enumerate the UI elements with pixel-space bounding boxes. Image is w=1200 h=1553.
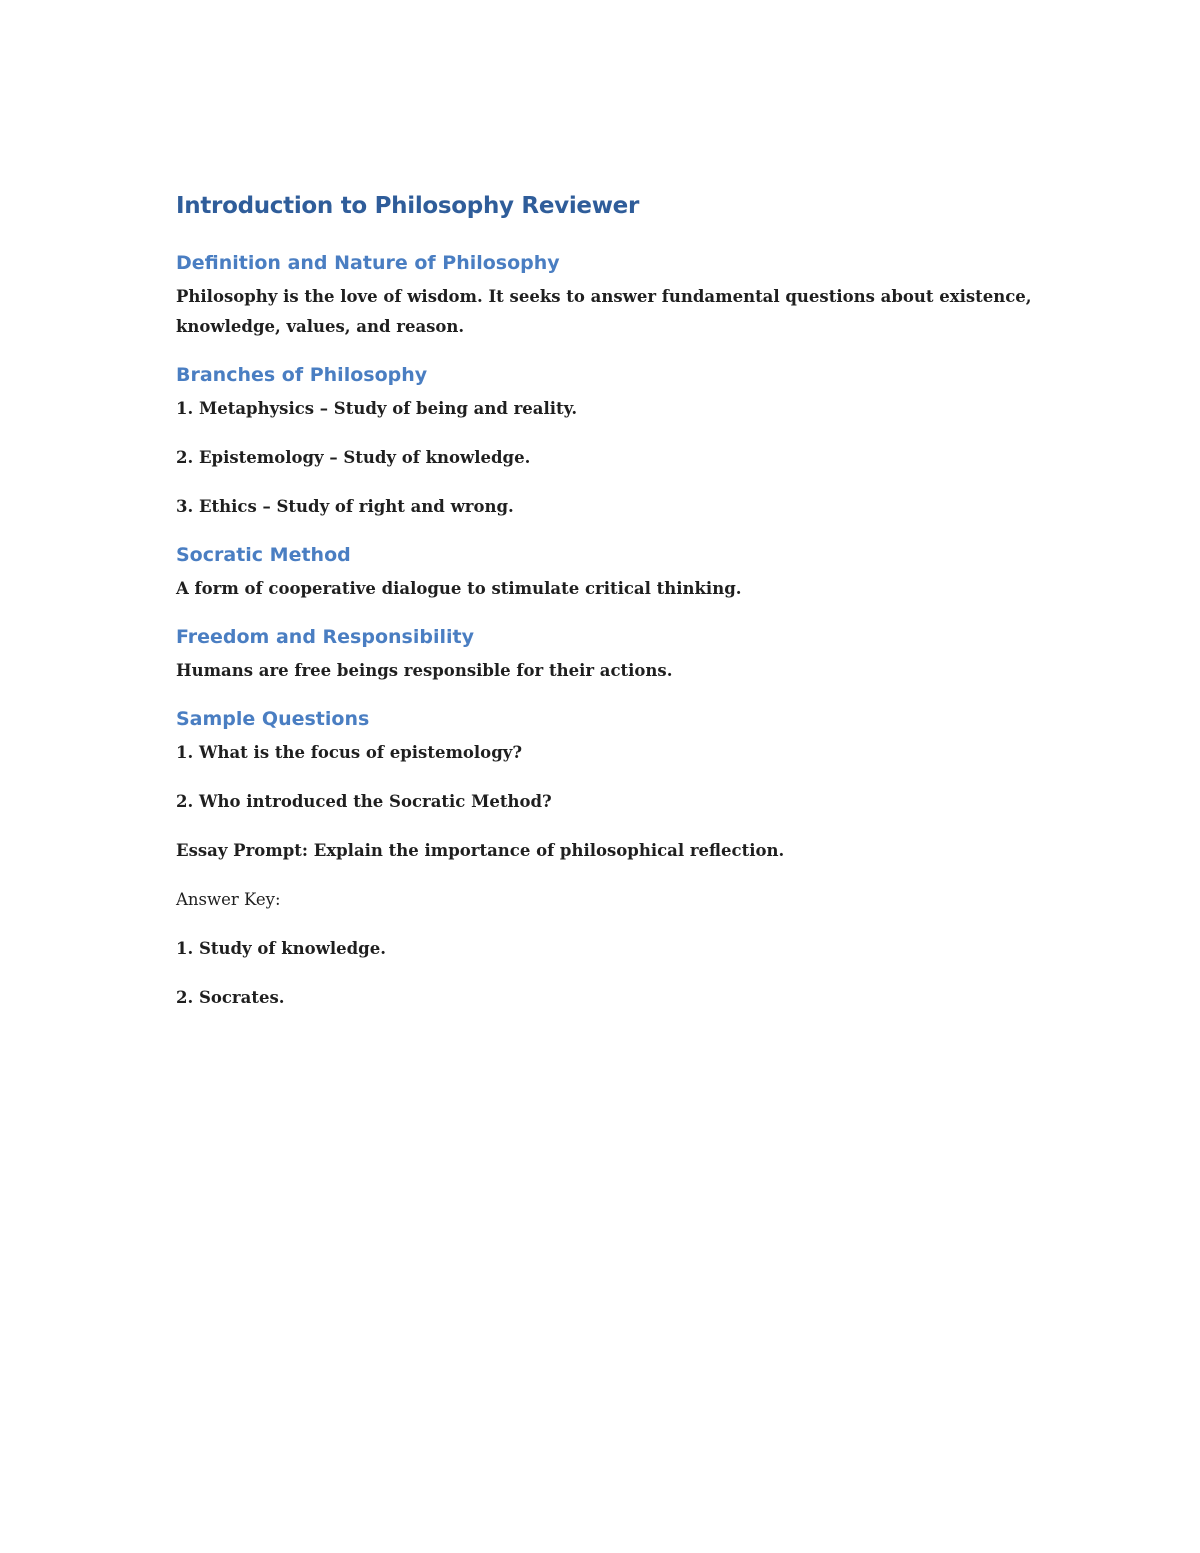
- section-definition: [176, 250, 1056, 342]
- essay-prompt: Essay Prompt: Explain the importance of philosophical reflection.: [176, 841, 785, 860]
- section-heading-branches: Branches of Philosophy: [176, 364, 428, 386]
- definition-body-line2: knowledge, values, and reason.: [176, 317, 465, 336]
- section-socratic: [176, 542, 1056, 604]
- socratic-body: A form of cooperative dialogue to stimulate critical thinking.: [176, 579, 742, 598]
- sample-question-1: 1. What is the focus of epistemology?: [176, 743, 522, 762]
- section-heading-freedom: Freedom and Responsibility: [176, 626, 474, 648]
- freedom-body: Humans are free beings responsible for their actions.: [176, 661, 673, 680]
- answer-key-label: Answer Key:: [176, 890, 281, 909]
- sample-question-2: 2. Who introduced the Socratic Method?: [176, 792, 552, 811]
- document-title: Introduction to Philosophy Reviewer: [176, 193, 640, 219]
- branch-item-epistemology: 2. Epistemology – Study of knowledge.: [176, 448, 531, 467]
- section-heading-definition: Definition and Nature of Philosophy: [176, 252, 560, 274]
- section-sample-questions: [176, 706, 1056, 1013]
- answer-2: 2. Socrates.: [176, 988, 285, 1007]
- section-heading-socratic: Socratic Method: [176, 544, 351, 566]
- answer-1: 1. Study of knowledge.: [176, 939, 386, 958]
- branch-item-metaphysics: 1. Metaphysics – Study of being and reality.: [176, 399, 578, 418]
- section-heading-sample-questions: Sample Questions: [176, 708, 370, 730]
- section-branches: [176, 362, 1056, 522]
- branch-item-ethics: 3. Ethics – Study of right and wrong.: [176, 497, 514, 516]
- definition-body: [176, 282, 1056, 342]
- section-freedom: [176, 624, 1056, 686]
- document-content: [176, 190, 1056, 1033]
- definition-body-line1: Philosophy is the love of wisdom. It seeks to answer fundamental questions about existence,: [176, 287, 1032, 306]
